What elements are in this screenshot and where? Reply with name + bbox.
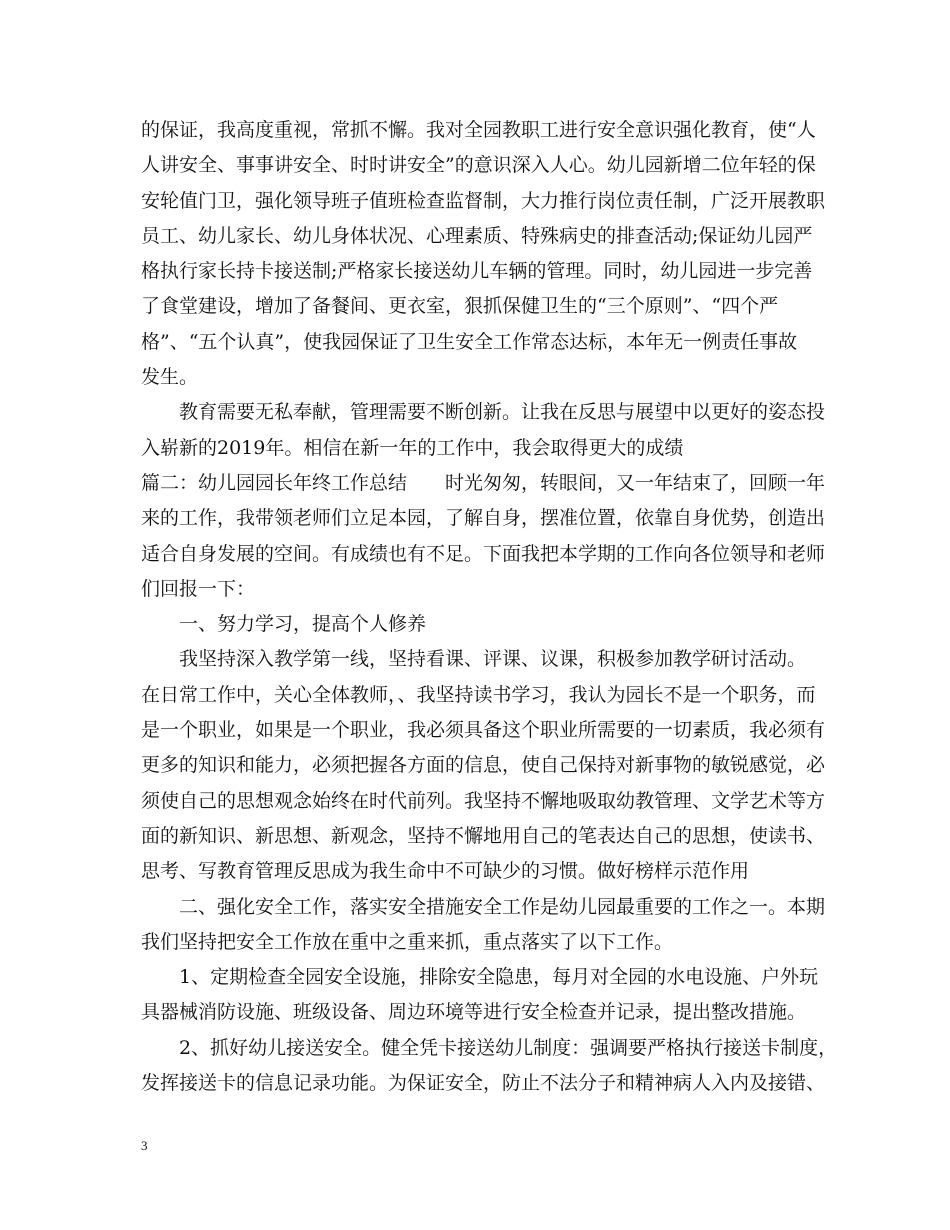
text-line: 篇二：幼儿园园长年终工作总结 时光匆匆，转眼间，又一年结束了，回顾一年 xyxy=(141,471,826,494)
text-line: 思考、写教育管理反思成为我生命中不可缺少的习惯。做好榜样示范作用 xyxy=(141,860,750,883)
text-line: 面的新知识、新思想、新观念，坚持不懈地用自己的笔表达自己的思想，使读书、 xyxy=(141,824,826,847)
text-line: 安轮值门卫，强化领导班子值班检查监督制，大力推行岗位责任制，广泛开展教职 xyxy=(141,189,826,212)
text-line: 我坚持深入教学第一线，坚持看课、评课、议课，积极参加教学研讨活动。 xyxy=(179,648,807,671)
text-line: 适合自身发展的空间。有成绩也有不足。下面我把本学期的工作向各位领导和老师 xyxy=(141,542,826,565)
text-line: 在日常工作中，关心全体教师，、我坚持读书学习，我认为园长不是一个职务，而 xyxy=(141,683,816,706)
text-line: 更多的知识和能力，必须把握各方面的信息，使自己保持对新事物的敏锐感觉，必 xyxy=(141,754,826,777)
paragraph-safety-work xyxy=(141,890,826,961)
paragraph-conclusion xyxy=(141,395,826,466)
text-line: 来的工作，我带领老师们立足本园，了解自身，摆准位置，依靠自身优势，创造出 xyxy=(141,507,826,530)
text-line: 格执行家长持卡接送制;严格家长接送幼儿车辆的管理。同时，幼儿园进一步完善 xyxy=(141,260,813,283)
text-line: 的保证，我高度重视，常抓不懈。我对全园教职工进行安全意识强化教育，使“人 xyxy=(141,119,816,141)
paragraph-study xyxy=(141,642,826,889)
text-line: 是一个职业，如果是一个职业，我必须具备这个职业所需要的一切素质，我必须有 xyxy=(141,719,826,742)
paragraph-item-1 xyxy=(141,960,819,1031)
text-line: 人讲安全、事事讲安全、时时讲安全”的意识深入人心。幼儿园新增二位年轻的保 xyxy=(141,154,816,177)
text-line: 具器械消防设施、班级设备、周边环境等进行安全检查并记录，提出整改措施。 xyxy=(141,1001,807,1024)
paragraph-item-2 xyxy=(141,1031,838,1102)
text-line: 发生。 xyxy=(141,366,199,389)
text-line: 2、抓好幼儿接送安全。健全凭卡接送幼儿制度：强调要严格执行接送卡制度， xyxy=(179,1036,838,1059)
page-number: 3 xyxy=(141,1138,148,1153)
text-line: 二、强化安全工作，落实安全措施安全工作是幼儿园最重要的工作之一。本期 xyxy=(179,895,826,918)
text-line: 了食堂建设，增加了备餐间、更衣室，狠抓保健卫生的“三个原则”、“四个严 xyxy=(141,295,779,318)
text-line: 发挥接送卡的信息记录功能。为保证安全，防止不法分子和精神病人入内及接错、 xyxy=(141,1072,826,1095)
paragraph-part-two-intro xyxy=(141,466,826,607)
text-line: 员工、幼儿家长、幼儿身体状况、心理素质、特殊病史的排查活动;保证幼儿园严 xyxy=(141,224,813,247)
text-line: 我们坚持把安全工作放在重中之重来抓，重点落实了以下工作。 xyxy=(141,930,674,953)
text-line: 格”、“五个认真”，使我园保证了卫生安全工作常态达标，本年无一例责任事故 xyxy=(141,330,798,353)
text-line: 1、定期检查全园安全设施，排除安全隐患，每月对全园的水电设施、户外玩 xyxy=(179,966,819,989)
paragraph-safety-management xyxy=(141,113,826,395)
text-line: 们回报一下： xyxy=(141,577,256,600)
document-body xyxy=(141,113,838,1101)
text-line: 入崭新的2019年。相信在新一年的工作中，我会取得更大的成绩 xyxy=(141,436,684,459)
text-line: 须使自己的思想观念始终在时代前列。我坚持不懈地吸取幼教管理、文学艺术等方 xyxy=(141,789,826,812)
text-line: 一、努力学习，提高个人修养 xyxy=(179,613,427,636)
text-line: 教育需要无私奉献，管理需要不断创新。让我在反思与展望中以更好的姿态投 xyxy=(179,401,826,424)
section-heading-study xyxy=(141,607,813,642)
